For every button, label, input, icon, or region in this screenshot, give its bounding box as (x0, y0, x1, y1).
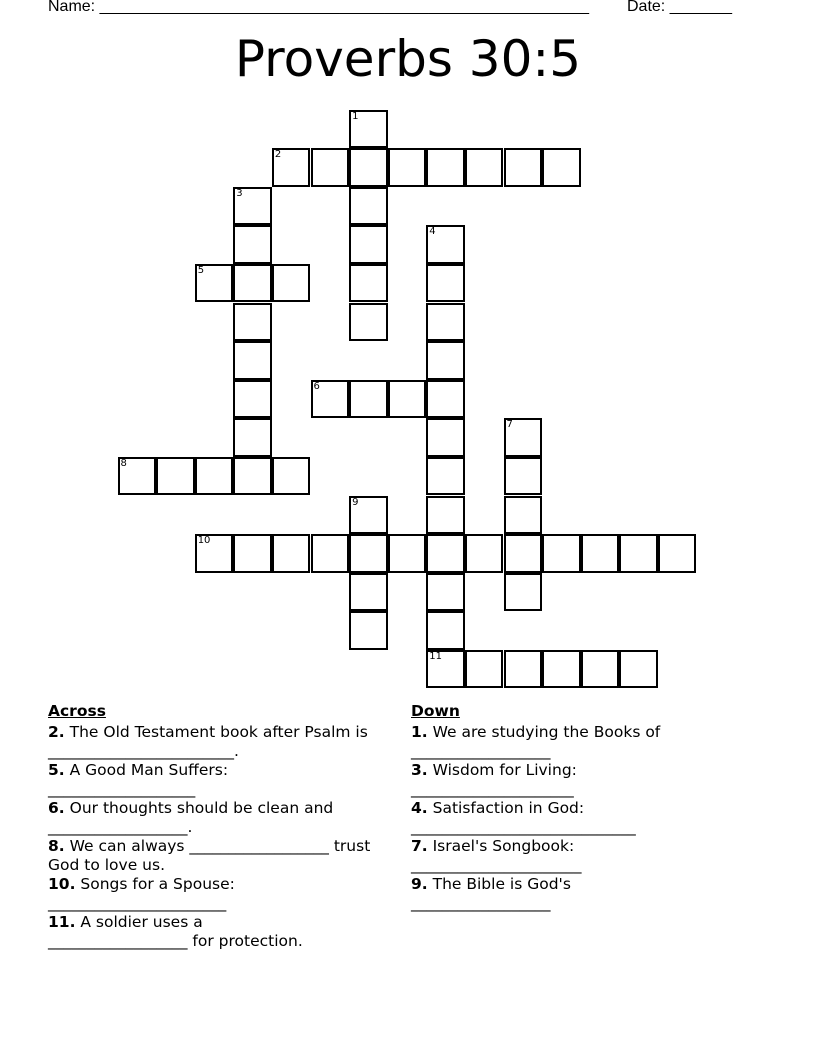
clue-number: 3 (236, 187, 243, 199)
grid-cell[interactable] (349, 110, 388, 149)
clue-number: 10 (197, 535, 211, 547)
clue-number: 9 (352, 496, 359, 508)
grid-cell[interactable] (195, 534, 234, 573)
grid-cell[interactable] (349, 573, 388, 612)
clue-number: 11 (429, 650, 443, 662)
grid-cell[interactable] (388, 534, 427, 573)
grid-cell[interactable] (504, 534, 543, 573)
grid-cell[interactable] (426, 148, 465, 187)
grid-cell[interactable] (542, 148, 581, 187)
grid-cell[interactable] (658, 534, 697, 573)
down-clue-list (411, 723, 711, 913)
grid-cell[interactable] (426, 225, 465, 264)
grid-cell[interactable] (426, 457, 465, 496)
clue-text: The Old Testament book after Psalm is ________________________. (48, 723, 373, 760)
grid-cell[interactable] (349, 264, 388, 303)
grid-cell[interactable] (233, 341, 272, 380)
down-clue (411, 875, 711, 913)
clue-number-label: 10. (48, 875, 76, 893)
date-field-label: Date: _______ (627, 0, 732, 15)
grid-cell[interactable] (426, 264, 465, 303)
grid-cell[interactable] (426, 496, 465, 535)
clue-number: 8 (120, 457, 127, 469)
across-clue-list (48, 723, 388, 951)
grid-cell[interactable] (311, 148, 350, 187)
grid-cell[interactable] (426, 418, 465, 457)
across-clue (48, 723, 388, 761)
clue-text: Our thoughts should be clean and __________________. (48, 799, 339, 836)
clue-text: We can always __________________ trust God to love us. (48, 837, 376, 874)
grid-cell[interactable] (426, 611, 465, 650)
grid-cell[interactable] (272, 457, 311, 496)
grid-cell[interactable] (195, 457, 234, 496)
across-clue (48, 913, 388, 951)
across-clue (48, 875, 388, 913)
clue-number-label: 3. (411, 761, 428, 779)
grid-cell[interactable] (233, 225, 272, 264)
grid-cell[interactable] (311, 534, 350, 573)
down-clue (411, 799, 711, 837)
across-heading: Across (48, 702, 106, 720)
grid-cell[interactable] (581, 534, 620, 573)
clue-number-label: 7. (411, 837, 428, 855)
grid-cell[interactable] (465, 148, 504, 187)
clue-number: 2 (274, 149, 282, 161)
clue-number-label: 5. (48, 761, 65, 779)
grid-cell[interactable] (426, 573, 465, 612)
clue-number-label: 8. (48, 837, 65, 855)
clue-number: 1 (352, 110, 359, 122)
grid-cell[interactable] (233, 380, 272, 419)
grid-cell[interactable] (504, 418, 543, 457)
clue-text: We are studying the Books of __________________ (411, 723, 661, 760)
clue-number: 6 (313, 380, 320, 392)
clue-number-label: 6. (48, 799, 65, 817)
grid-cell[interactable] (349, 611, 388, 650)
across-clues (48, 702, 388, 951)
clue-number-label: 2. (48, 723, 65, 741)
down-clues (411, 702, 711, 913)
grid-cell[interactable] (426, 380, 465, 419)
grid-cell[interactable] (426, 303, 465, 342)
grid-cell[interactable] (426, 534, 465, 573)
clue-text: Satisfaction in God: _____________________________ (411, 799, 636, 836)
grid-cell[interactable] (542, 650, 581, 689)
grid-cell[interactable] (349, 187, 388, 226)
clue-text: Wisdom for Living: _____________________ (411, 761, 577, 798)
grid-cell[interactable] (233, 418, 272, 457)
grid-cell[interactable] (504, 148, 543, 187)
clue-number: 7 (506, 419, 513, 431)
grid-cell[interactable] (311, 380, 350, 419)
down-clue (411, 837, 711, 875)
clue-text: A Good Man Suffers: ___________________ (48, 761, 229, 798)
grid-cell[interactable] (195, 264, 234, 303)
clue-text: A soldier uses a __________________ for protection. (48, 913, 303, 950)
clue-text: Songs for a Spouse: _______________________ (48, 875, 235, 912)
clue-text: Israel's Songbook: ______________________ (411, 837, 582, 874)
grid-cell[interactable] (349, 225, 388, 264)
grid-cell[interactable] (465, 650, 504, 689)
grid-cell[interactable] (426, 341, 465, 380)
grid-cell[interactable] (349, 534, 388, 573)
name-field-label: Name: _______________________________________________________ (48, 0, 589, 15)
down-heading: Down (411, 702, 460, 720)
grid-cell[interactable] (349, 148, 388, 187)
grid-cell[interactable] (156, 457, 195, 496)
grid-cell[interactable] (233, 303, 272, 342)
grid-cell[interactable] (272, 264, 311, 303)
clue-number-label: 4. (411, 799, 428, 817)
grid-cell[interactable] (388, 380, 427, 419)
grid-cell[interactable] (581, 650, 620, 689)
grid-cell[interactable] (272, 148, 311, 187)
across-clue (48, 761, 388, 799)
grid-cell[interactable] (233, 264, 272, 303)
across-clue (48, 799, 388, 837)
grid-cell[interactable] (504, 573, 543, 612)
clue-number-label: 1. (411, 723, 428, 741)
grid-cell[interactable] (349, 380, 388, 419)
clue-number-label: 9. (411, 875, 428, 893)
grid-cell[interactable] (504, 496, 543, 535)
grid-cell[interactable] (542, 534, 581, 573)
grid-cell[interactable] (118, 457, 157, 496)
grid-cell[interactable] (426, 650, 465, 689)
clue-number: 4 (429, 226, 436, 238)
grid-cell[interactable] (504, 457, 543, 496)
grid-cell[interactable] (388, 148, 427, 187)
grid-cell[interactable] (233, 187, 272, 226)
grid-cell[interactable] (465, 534, 504, 573)
clue-number-label: 11. (48, 913, 76, 931)
grid-cell[interactable] (233, 534, 272, 573)
puzzle-title: Proverbs 30:5 (234, 30, 582, 88)
grid-cell[interactable] (619, 534, 658, 573)
grid-cell[interactable] (619, 650, 658, 689)
across-clue (48, 837, 388, 875)
grid-cell[interactable] (349, 303, 388, 342)
grid-cell[interactable] (349, 496, 388, 535)
down-clue (411, 761, 711, 799)
grid-cell[interactable] (272, 534, 311, 573)
clue-text: The Bible is God's __________________ (411, 875, 571, 912)
clue-number: 5 (197, 264, 205, 276)
down-clue (411, 723, 711, 761)
grid-cell[interactable] (233, 457, 272, 496)
grid-cell[interactable] (504, 650, 543, 689)
